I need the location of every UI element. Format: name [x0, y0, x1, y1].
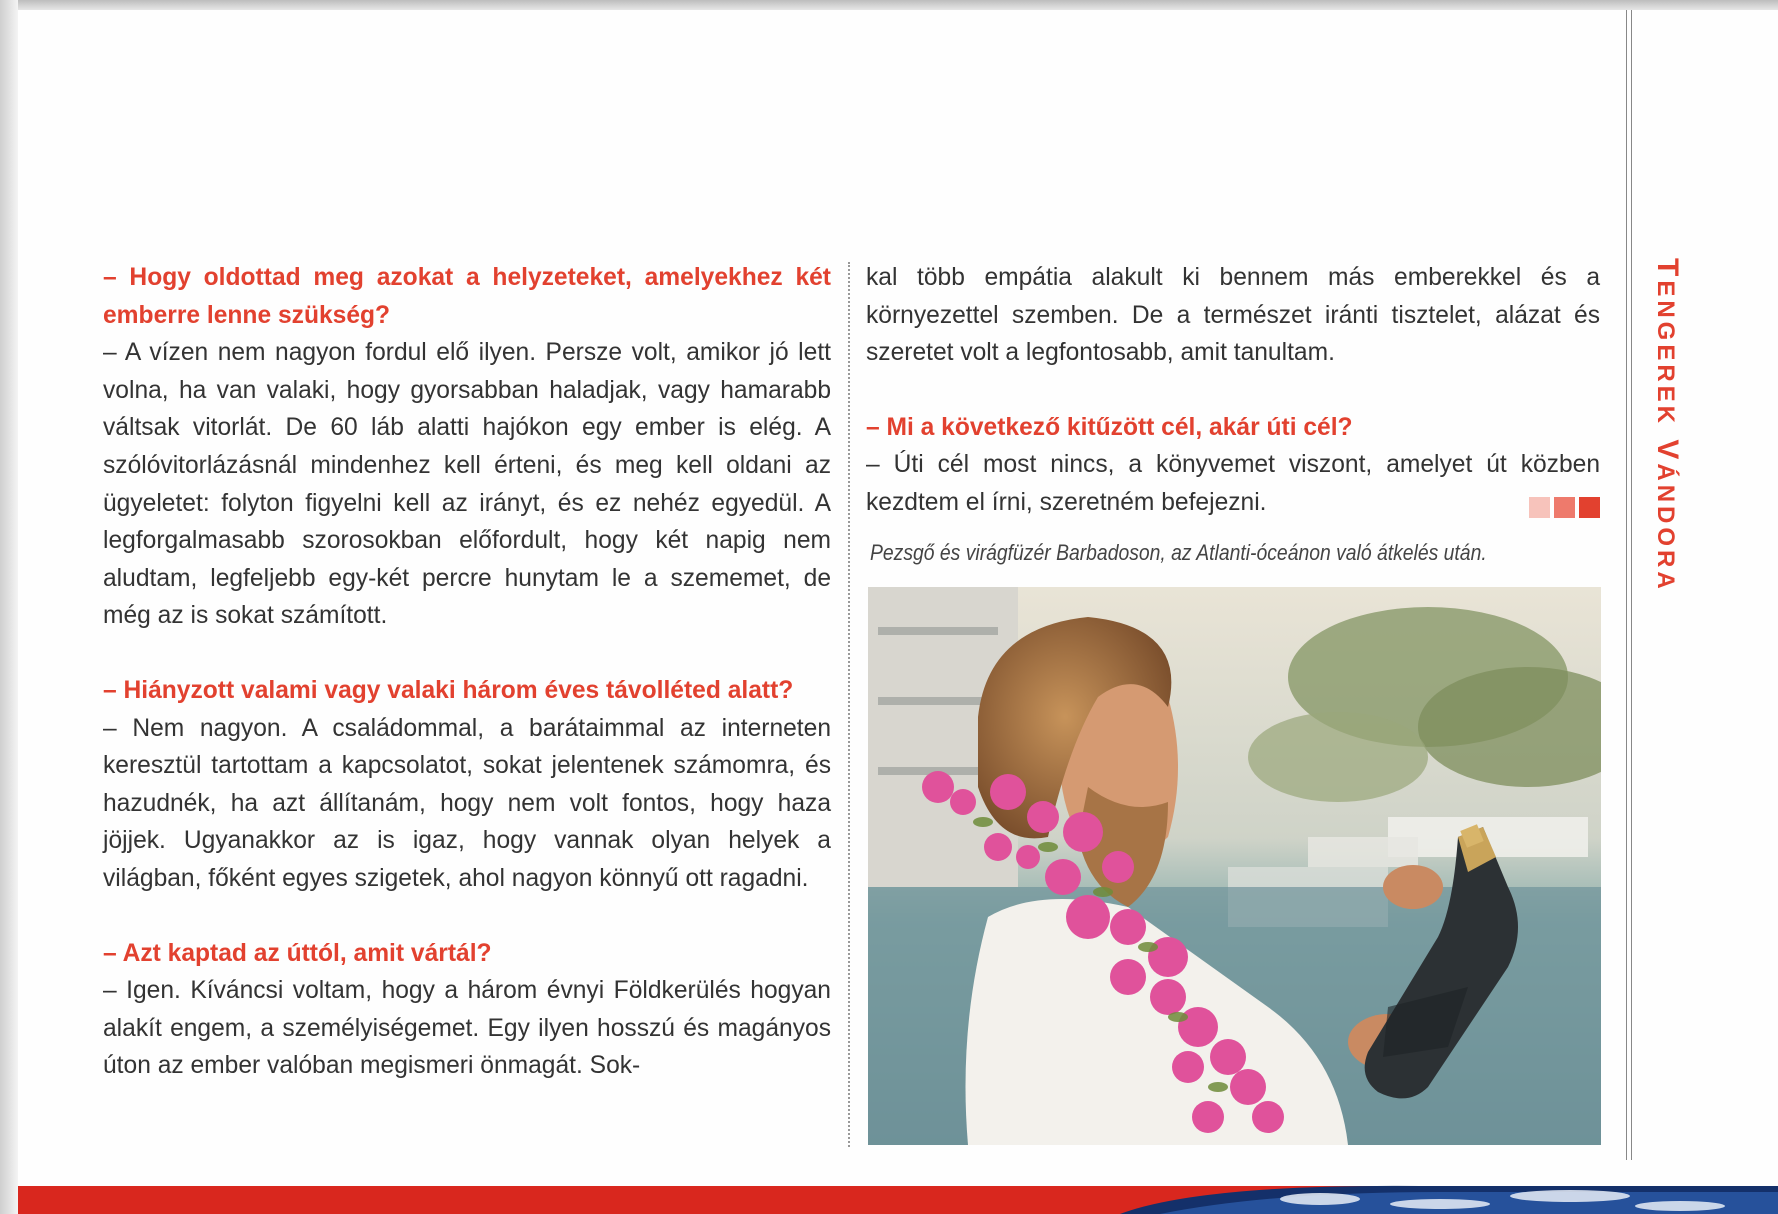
- answer-4-text: – Úti cél most nincs, a könyvemet viszont, amelyet út közben kezdtem el írni, szeretném befejezni.: [866, 451, 1600, 516]
- photo-sailor-with-champagne: [868, 587, 1601, 1145]
- answer-3: – Igen. Kíváncsi voltam, hogy a három évnyi Földkerülés hogyan alakít engem, a személyiségemet. Egy ilyen hosszú és magányos úton az ember valóban megismeri önmagát. Sok-: [103, 977, 831, 1080]
- column-right: [866, 259, 1600, 530]
- sidebar-rule: [1626, 10, 1632, 1160]
- globe-image: [1120, 1184, 1778, 1214]
- end-of-article-mark: [1525, 492, 1600, 530]
- answer-3-continued: kal több empátia alakult ki bennem más emberekkel és a környezettel szemben. De a természet iránti tisztelet, alázat és szeretet volt a legfontosabb, amit tanultam.: [866, 264, 1600, 367]
- section-title-initial-1: T: [1651, 258, 1684, 281]
- page-gutter: [0, 0, 18, 1214]
- column-left: [103, 259, 831, 1085]
- end-mark-square-3: [1579, 497, 1600, 518]
- question-2: – Hiányzott valami vagy valaki három éves távolléted alatt?: [103, 676, 794, 704]
- section-title-word-2: ÁNDORA: [1652, 463, 1679, 593]
- end-mark-square-1: [1529, 497, 1550, 518]
- question-3: – Azt kaptad az úttól, amit vártál?: [103, 939, 492, 967]
- answer-2: – Nem nagyon. A családommal, a barátaimmal az interneten keresztül tartottam a kapcsolatot, sokat jelentenek számomra, és hazudnék, ha azt állítanám, hogy nem volt fontos, hogy haza jöjjek. Ugyanakkor az is igaz, hogy vannak olyan helyek a világban, főként egyes szigetek, ahol nagyon könnyű ott ragadni.: [103, 714, 831, 892]
- page-top-edge: [0, 0, 1778, 10]
- question-1: – Hogy oldottad meg azokat a helyzeteket, amelyekhez két emberre lenne szükség?: [103, 264, 831, 329]
- section-title-word-1: ENGEREK: [1652, 280, 1679, 428]
- section-title-vertical: [1640, 258, 1684, 708]
- photo-caption: Pezsgő és virágfüzér Barbadoson, az Atlanti-óceánon való átkelés után.: [870, 540, 1487, 565]
- section-title-text: [1650, 258, 1684, 593]
- question-4: – Mi a következő kitűzött cél, akár úti cél?: [866, 413, 1353, 441]
- section-title-initial-2: V: [1651, 439, 1684, 464]
- end-mark-square-2: [1554, 497, 1575, 518]
- answer-1: – A vízen nem nagyon fordul elő ilyen. Persze volt, amikor jó lett volna, ha van valaki, hogy gyorsabban haladjak, vagy hamarabb váltsak vitorlát. De 60 láb alatti hajókon egy ember is elég. A szólóvitorlázásnál mindenhez kell érteni, és meg kell oldani az ügyeletet: folyton figyelni kell az irányt, és ez nehéz egyedül. A legforgalmasabb szorosokban előfordult, hogy két napig nem aludtam, legfeljebb egy-két percre hunytam le a szememet, de még az is sokat számított.: [103, 339, 831, 630]
- column-divider: [848, 262, 850, 1147]
- answer-4: [866, 446, 1600, 521]
